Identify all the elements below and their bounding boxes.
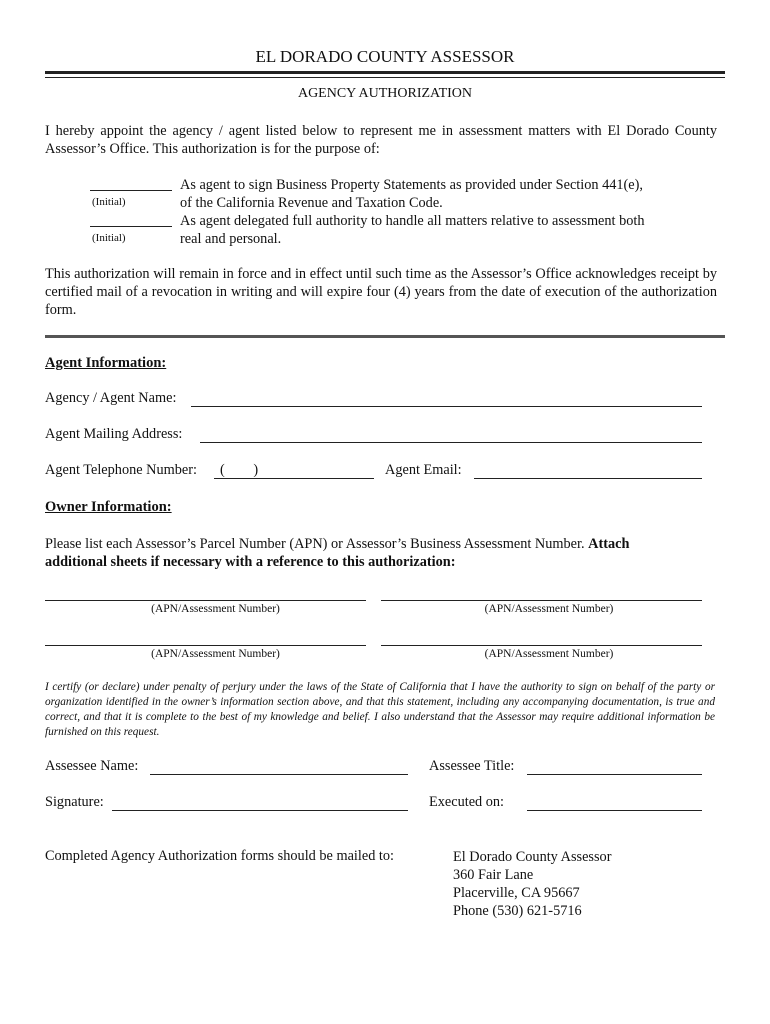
initial-field-1[interactable]: [90, 190, 172, 191]
owner-instructions-plain: Please list each Assessor’s Parcel Number (APN) or Assessor’s Business Assessment Number.: [45, 536, 585, 552]
header-rule-thin: [45, 77, 725, 78]
mailing-address: [453, 848, 611, 920]
executed-on-label: Executed on:: [429, 794, 505, 810]
apn-field-2[interactable]: [381, 600, 702, 601]
option-2-line-1: As agent delegated full authority to handle all matters relative to assessment both: [180, 213, 645, 229]
executed-on-field[interactable]: [527, 810, 702, 811]
owner-info-heading: Owner Information:: [45, 499, 172, 515]
header-rule-thick: [45, 71, 725, 74]
apn-label-2: (APN/Assessment Number): [484, 603, 614, 615]
owner-instructions: [45, 535, 717, 571]
address-line-3: Placerville, CA 95667: [453, 885, 580, 901]
section-divider: [45, 335, 725, 338]
agent-address-field[interactable]: [200, 442, 702, 443]
agent-phone-label: Agent Telephone Number:: [45, 462, 197, 478]
option-2-line-2: real and personal.: [180, 231, 282, 247]
address-line-1: El Dorado County Assessor: [453, 849, 612, 865]
initial-label-1: (Initial): [92, 196, 126, 208]
assessee-title-label: Assessee Title:: [429, 758, 515, 774]
agent-phone-area-code: ( ): [220, 462, 259, 478]
agent-name-field[interactable]: [191, 406, 702, 407]
assessee-name-label: Assessee Name:: [45, 758, 139, 774]
agent-info-heading: Agent Information:: [45, 355, 167, 371]
signature-field[interactable]: [112, 810, 408, 811]
option-1-line-1: As agent to sign Business Property Statements as provided under Section 441(e),: [180, 177, 643, 193]
validity-paragraph: This authorization will remain in force and in effect until such time as the Assessor’s Office acknowledges receipt by certified mail of a revocation in writing and will expire four (4) years from the date of execution of the authorization form.: [45, 266, 717, 318]
option-1-line-2: of the California Revenue and Taxation Code.: [180, 195, 443, 211]
assessee-name-field[interactable]: [150, 774, 408, 775]
apn-field-3[interactable]: [45, 645, 366, 646]
address-phone: Phone (530) 621-5716: [453, 903, 582, 919]
apn-field-4[interactable]: [381, 645, 702, 646]
agent-phone-field[interactable]: [214, 478, 374, 479]
agent-email-field[interactable]: [474, 478, 702, 479]
apn-label-4: (APN/Assessment Number): [484, 648, 614, 660]
initial-label-2: (Initial): [92, 232, 126, 244]
mailing-instruction: Completed Agency Authorization forms should be mailed to:: [45, 848, 395, 864]
assessee-title-field[interactable]: [527, 774, 702, 775]
signature-label: Signature:: [45, 794, 104, 810]
form-subtitle: AGENCY AUTHORIZATION: [297, 86, 473, 101]
owner-instructions-bold-2: additional sheets if necessary with a reference to this authorization:: [45, 554, 456, 570]
appointment-paragraph: I hereby appoint the agency / agent listed below to represent me in assessment matters with El Dorado County Assessor’s Office. This authorization is for the purpose of:: [45, 123, 717, 157]
agent-name-label: Agency / Agent Name:: [45, 390, 177, 406]
owner-instructions-bold-1: Attach: [588, 536, 630, 552]
apn-label-1: (APN/Assessment Number): [151, 603, 280, 615]
page-title: EL DORADO COUNTY ASSESSOR: [255, 47, 515, 66]
agent-email-label: Agent Email:: [385, 462, 462, 478]
apn-label-3: (APN/Assessment Number): [151, 648, 280, 660]
initial-field-2[interactable]: [90, 226, 172, 227]
certification-statement: I certify (or declare) under penalty of perjury under the laws of the State of California that I have the authority to sign on behalf of the party or organization identified in the owner’s information section above, and that this statement, including any accompanying documentation, is true and correct, and that it is complete to the best of my knowledge and belief. I also understand that the Assessor may require additional information be furnished on this request.: [45, 681, 715, 738]
apn-field-1[interactable]: [45, 600, 366, 601]
agent-address-label: Agent Mailing Address:: [45, 426, 183, 442]
address-line-2: 360 Fair Lane: [453, 867, 534, 883]
